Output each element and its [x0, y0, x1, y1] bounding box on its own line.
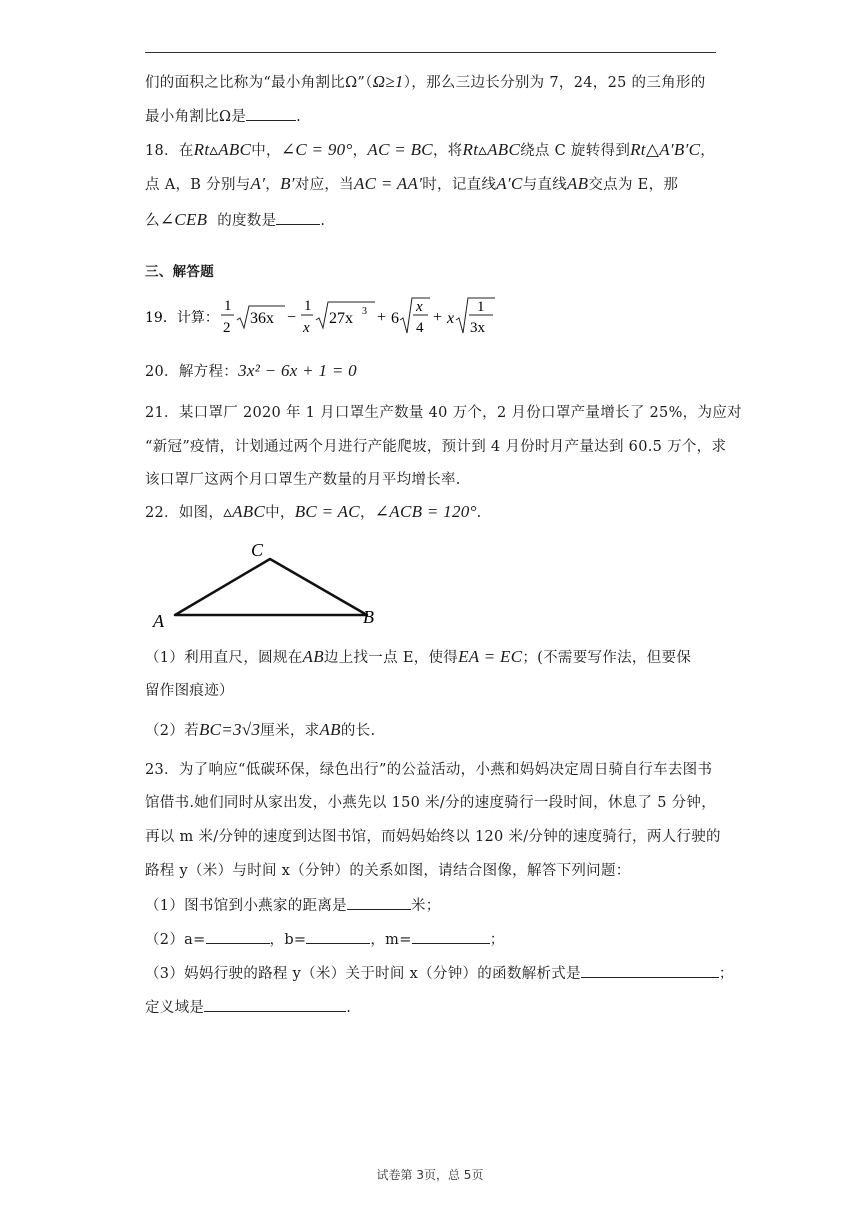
q23-sub3-line2: 定义域是 .: [145, 997, 716, 1018]
section-heading: 三、解答题: [145, 264, 214, 280]
vertex-label-a: A: [153, 611, 164, 630]
q18-line2: 点 A，B 分别与A′，B′对应，当AC = AA′时，记直线A′C与直线AB交点为 E，那: [145, 174, 679, 193]
svg-text:1: 1: [224, 298, 232, 314]
answer-blank: [276, 210, 320, 225]
q23-line3: 再以 m 米/分钟的速度到达图书馆，而妈妈始终以 120 米/分钟的速度骑行，两人行驶的: [145, 829, 721, 845]
answer-blank: [246, 106, 296, 121]
vertex-label-c: C: [251, 540, 264, 560]
answer-blank: [347, 895, 411, 910]
q23-line4: 路程 y（米）与时间 x（分钟）的关系如图，请结合图像，解答下列问题：: [145, 863, 631, 879]
q23-sub1: （1）图书馆到小燕家的距离是 米；: [145, 895, 716, 916]
page-footer: 试卷第 3页，总 5页: [376, 1168, 484, 1182]
svg-text:+: +: [377, 309, 387, 326]
svg-text:2: 2: [223, 320, 231, 336]
q19-math: [145, 293, 525, 341]
svg-text:x: x: [303, 320, 310, 336]
svg-text:1: 1: [304, 298, 312, 314]
q18-line3: 么∠CEB 的度数是 .: [145, 210, 326, 229]
svg-text:19．计算：: 19．计算：: [145, 310, 219, 326]
q22-line1: 22．如图，▵ABC中，BC = AC，∠ACB = 120°.: [145, 502, 482, 521]
q19-expression: [145, 293, 525, 341]
answer-blank: [581, 963, 719, 978]
q23-sub2: （2）a= ，b= ，m= ；: [145, 929, 716, 950]
q23-line1: 23．为了响应“低碳环保，绿色出行”的公益活动，小燕和妈妈决定周日骑自行车去图书: [145, 762, 713, 778]
svg-text:4: 4: [416, 320, 424, 336]
answer-blank: [206, 929, 270, 944]
triangle-shape: [175, 559, 367, 615]
q17-line1: 们的面积之比称为“最小角割比Ω”（Ω≥1），那么三边长分别为 7，24，25 的三角形的: [145, 72, 706, 91]
answer-blank: [412, 929, 490, 944]
triangle-abc: [145, 535, 385, 630]
q17-line2: 最小角割比Ω是 .: [145, 106, 716, 127]
q23-line2: 馆借书.她们同时从家出发，小燕先以 150 米/分的速度骑行一段时间，休息了 5 分钟，: [145, 795, 717, 811]
answer-blank: [306, 929, 370, 944]
q21-line2: “新冠”疫情，计划通过两个月进行产能爬坡，预计到 4 月份时月产量达到 60.5 万个，求: [145, 439, 727, 455]
q23-sub3-line1: （3）妈妈行驶的路程 y（米）关于时间 x（分钟）的函数解析式是 ；: [145, 963, 716, 984]
svg-text:3: 3: [362, 306, 367, 317]
q22-sub2: （2）若BC=3√3厘米，求AB的长.: [145, 720, 376, 739]
svg-text:1: 1: [477, 299, 485, 315]
vertex-label-b: B: [363, 607, 374, 627]
svg-text:36x: 36x: [250, 310, 274, 327]
q18-line1: 18．在Rt▵ABC中，∠C = 90°，AC = BC，将Rt▵ABC绕点 C 旋转得到Rt△A′B′C，: [145, 140, 716, 159]
svg-text:3x: 3x: [470, 320, 485, 336]
svg-text:+: +: [433, 309, 443, 326]
q21-line1: 21．某口罩厂 2020 年 1 月口罩生产数量 40 万个，2 月份口罩产量增长了 25%，为应对: [145, 405, 742, 421]
triangle-figure: [145, 535, 385, 630]
header-rule: [145, 52, 716, 53]
svg-text:x: x: [416, 299, 423, 315]
svg-text:x: x: [447, 310, 455, 327]
svg-text:6: 6: [391, 310, 399, 327]
q22-sub1-line1: （1）利用直尺，圆规在AB边上找一点 E，使得EA = EC；(不需要写作法，但要保: [145, 647, 692, 666]
svg-text:27x: 27x: [329, 310, 353, 327]
q20-line: 20．解方程：3x² − 6x + 1 = 0: [145, 361, 357, 380]
q21-line3: 该口罩厂这两个月口罩生产数量的月平均增长率.: [145, 472, 461, 488]
svg-text:−: −: [287, 309, 297, 326]
answer-blank: [204, 997, 346, 1012]
q22-sub1-line2: 留作图痕迹）: [145, 683, 234, 699]
